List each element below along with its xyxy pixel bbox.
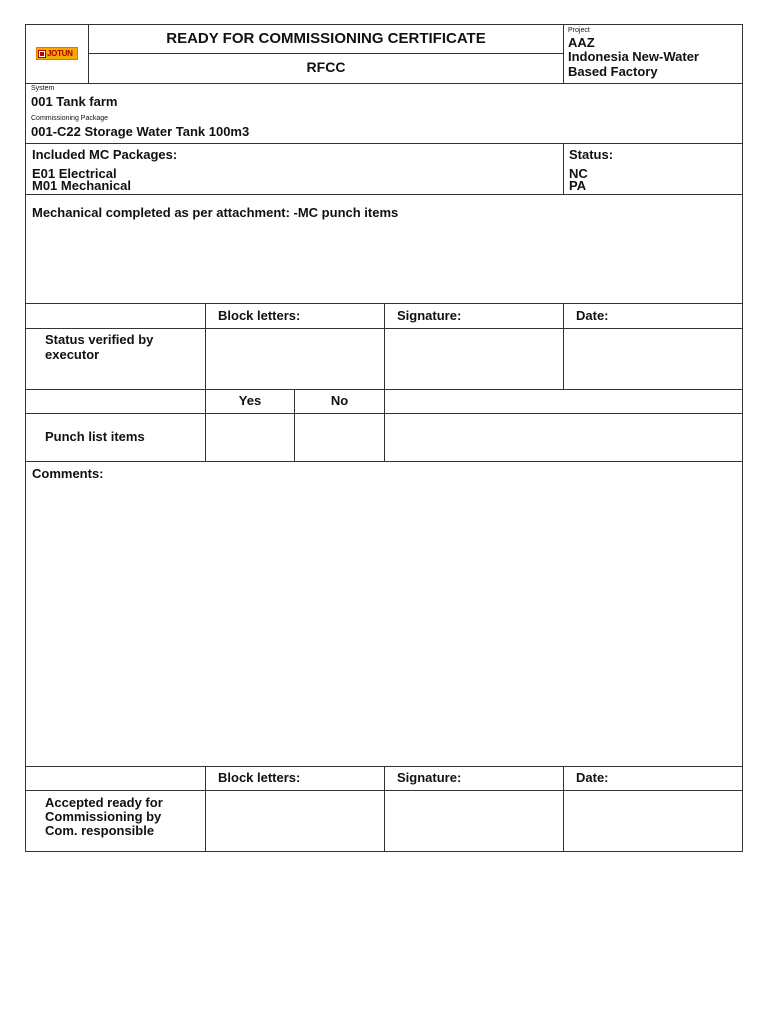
package-value: 001-C22 Storage Water Tank 100m3	[31, 124, 250, 139]
system-value: 001 Tank farm	[31, 94, 118, 109]
mc-package-status: PA	[569, 178, 587, 193]
verifier-signature-field[interactable]	[385, 329, 563, 389]
date-header: Date:	[576, 770, 609, 785]
certificate-title: READY FOR COMMISSIONING CERTIFICATE	[166, 30, 486, 47]
block-letters-header: Block letters:	[218, 770, 301, 785]
accepted-line3: Com. responsible	[45, 823, 155, 838]
project-label: Project	[568, 27, 590, 34]
project-code: AAZ	[568, 35, 595, 50]
punch-no-header: No	[330, 393, 349, 408]
package-label: Commissioning Package	[31, 115, 109, 122]
mc-packages-label: Included MC Packages:	[32, 147, 178, 162]
mechanical-note: Mechanical completed as per attachment: -MC punch items	[32, 205, 399, 220]
company-logo	[36, 47, 78, 60]
status-verified-line1: Status verified by	[45, 332, 154, 347]
accepted-line1: Accepted ready for	[45, 795, 163, 810]
project-name-line1: Indonesia New-Water	[568, 49, 699, 64]
comments-field[interactable]	[26, 484, 742, 766]
punch-yes-header: Yes	[238, 393, 262, 408]
block-letters-header: Block letters:	[218, 308, 301, 323]
signature-header: Signature:	[397, 308, 462, 323]
project-name-line2: Based Factory	[568, 64, 658, 79]
mc-package-status: NC	[569, 166, 588, 181]
comments-label: Comments:	[32, 466, 104, 481]
punch-no-checkbox[interactable]	[295, 414, 384, 461]
mc-status-label: Status:	[569, 147, 614, 162]
accepted-line2: Commissioning by	[45, 809, 162, 824]
punch-yes-checkbox[interactable]	[206, 414, 294, 461]
accepted-block-letters-field[interactable]	[206, 791, 384, 851]
system-label: System	[31, 85, 55, 92]
logo-house-icon	[38, 50, 46, 58]
accepted-signature-field[interactable]	[385, 791, 563, 851]
mc-package-item: M01 Mechanical	[32, 178, 131, 193]
date-header: Date:	[576, 308, 609, 323]
logo-text: JOTUN	[47, 49, 73, 58]
accepted-date-field[interactable]	[564, 791, 742, 851]
verifier-date-field[interactable]	[564, 329, 742, 389]
signature-header: Signature:	[397, 770, 462, 785]
mc-package-item: E01 Electrical	[32, 166, 117, 181]
punch-list-label: Punch list items	[45, 429, 145, 444]
verifier-block-letters-field[interactable]	[206, 329, 384, 389]
certificate-subtitle: RFCC	[306, 59, 346, 75]
status-verified-line2: executor	[45, 347, 100, 362]
